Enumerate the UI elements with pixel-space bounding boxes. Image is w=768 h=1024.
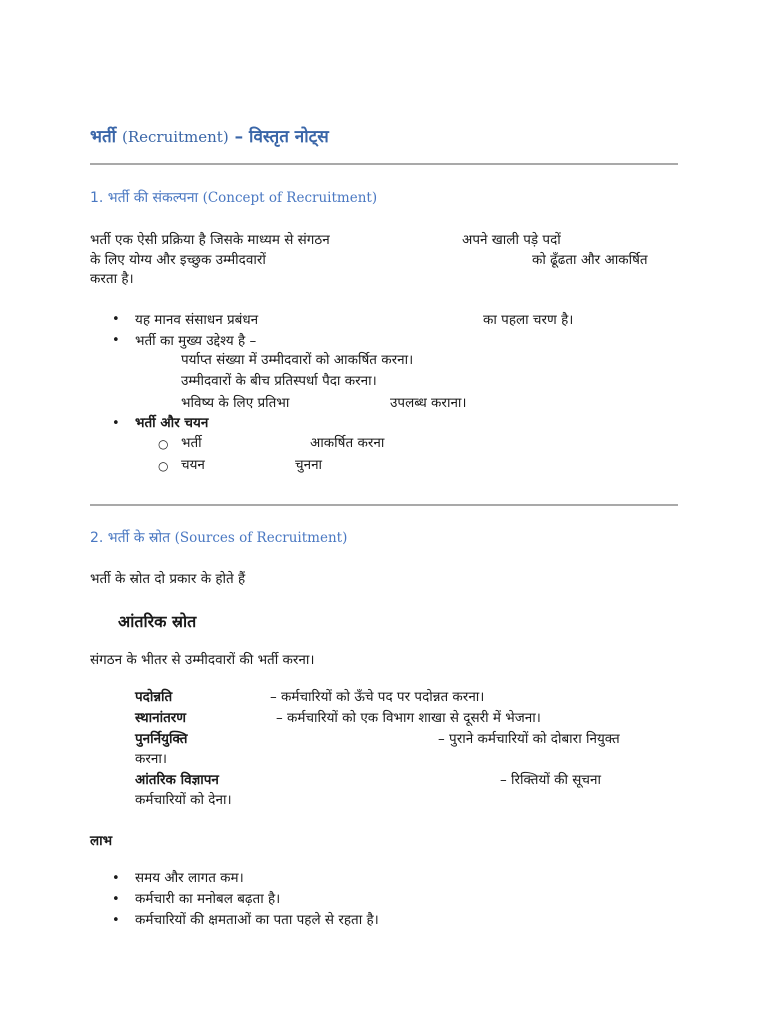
bullet-dot: •	[112, 892, 120, 907]
method-desc: – कर्मचारियों को ऊँचे पद पर पदोन्नत करना।	[270, 689, 485, 705]
section1-heading	[90, 188, 377, 207]
objective-item: भविष्य के लिए प्रतिभा	[181, 395, 290, 411]
bullet-dot: •	[112, 312, 120, 327]
compare-meaning: आकर्षित करना	[310, 435, 385, 451]
method-desc: – रिक्तियों की सूचना	[500, 772, 601, 788]
title-hindi: भर्ती	[90, 127, 117, 147]
bullet-text: भर्ती का मुख्य उद्देश्य है –	[135, 333, 257, 349]
paragraph-line: करता है।	[90, 271, 134, 287]
bullet-dot: •	[112, 333, 120, 348]
section2-heading-english: (Sources of Recruitment)	[174, 530, 348, 546]
section1-heading-hindi: 1. भर्ती की संकल्पना	[90, 190, 199, 206]
internal-intro: संगठन के भीतर से उम्मीदवारों की भर्ती करना।	[90, 652, 315, 668]
title-rest: – विस्तृत नोट्स	[234, 127, 329, 147]
internal-sources-heading: आंतरिक स्रोत	[118, 612, 197, 631]
objective-item: उम्मीदवारों के बीच प्रतिस्पर्धा पैदा करना।	[181, 373, 377, 389]
divider-rule	[90, 504, 678, 506]
section2-heading-hindi: 2. भर्ती के स्रोत	[90, 530, 171, 546]
benefit-item: कर्मचारी का मनोबल बढ़ता है।	[135, 891, 281, 907]
bullet-dot: •	[112, 871, 120, 886]
title-english: (Recruitment)	[121, 128, 229, 146]
section2-intro: भर्ती के स्रोत दो प्रकार के होते हैं	[90, 571, 246, 587]
paragraph-line: अपने खाली पड़े पदों	[462, 232, 561, 248]
method-term: पदोन्नति	[135, 689, 173, 705]
circle-bullet: ○	[158, 459, 169, 473]
benefit-item: कर्मचारियों की क्षमताओं का पता पहले से रहता है।	[135, 912, 379, 928]
bullet-text: यह मानव संसाधन प्रबंधन	[135, 312, 259, 328]
compare-term: भर्ती	[181, 435, 202, 451]
bullet-dot: •	[112, 913, 120, 928]
method-desc-continued: करना।	[135, 751, 167, 767]
compare-meaning: चुनना	[295, 457, 323, 473]
section2-heading	[90, 528, 347, 547]
compare-heading: भर्ती और चयन	[135, 415, 209, 431]
method-desc: – पुराने कर्मचारियों को दोबारा नियुक्त	[438, 731, 620, 747]
section1-heading-english: (Concept of Recruitment)	[202, 190, 378, 206]
paragraph-line: के लिए योग्य और इच्छुक उम्मीदवारों	[90, 252, 266, 268]
paragraph-line: भर्ती एक ऐसी प्रक्रिया है जिसके माध्यम से संगठन	[90, 232, 330, 248]
circle-bullet: ○	[158, 437, 169, 451]
method-desc: – कर्मचारियों को एक विभाग शाखा से दूसरी में भेजना।	[276, 710, 541, 726]
method-term: आंतरिक विज्ञापन	[135, 772, 219, 788]
divider-rule	[90, 163, 678, 165]
document-title	[90, 124, 329, 147]
method-term: पुनर्नियुक्ति	[135, 731, 188, 747]
objective-item: उपलब्ध कराना।	[390, 395, 467, 411]
method-desc-continued: कर्मचारियों को देना।	[135, 792, 232, 808]
objective-item: पर्याप्त संख्या में उम्मीदवारों को आकर्षित करना।	[181, 352, 414, 368]
method-term: स्थानांतरण	[135, 710, 187, 726]
paragraph-line: को ढूँढता और आकर्षित	[532, 252, 648, 268]
bullet-text: का पहला चरण है।	[483, 312, 574, 328]
compare-term: चयन	[181, 457, 205, 473]
bullet-dot: •	[112, 416, 120, 431]
benefits-heading: लाभ	[90, 833, 113, 849]
benefit-item: समय और लागत कम।	[135, 870, 244, 886]
